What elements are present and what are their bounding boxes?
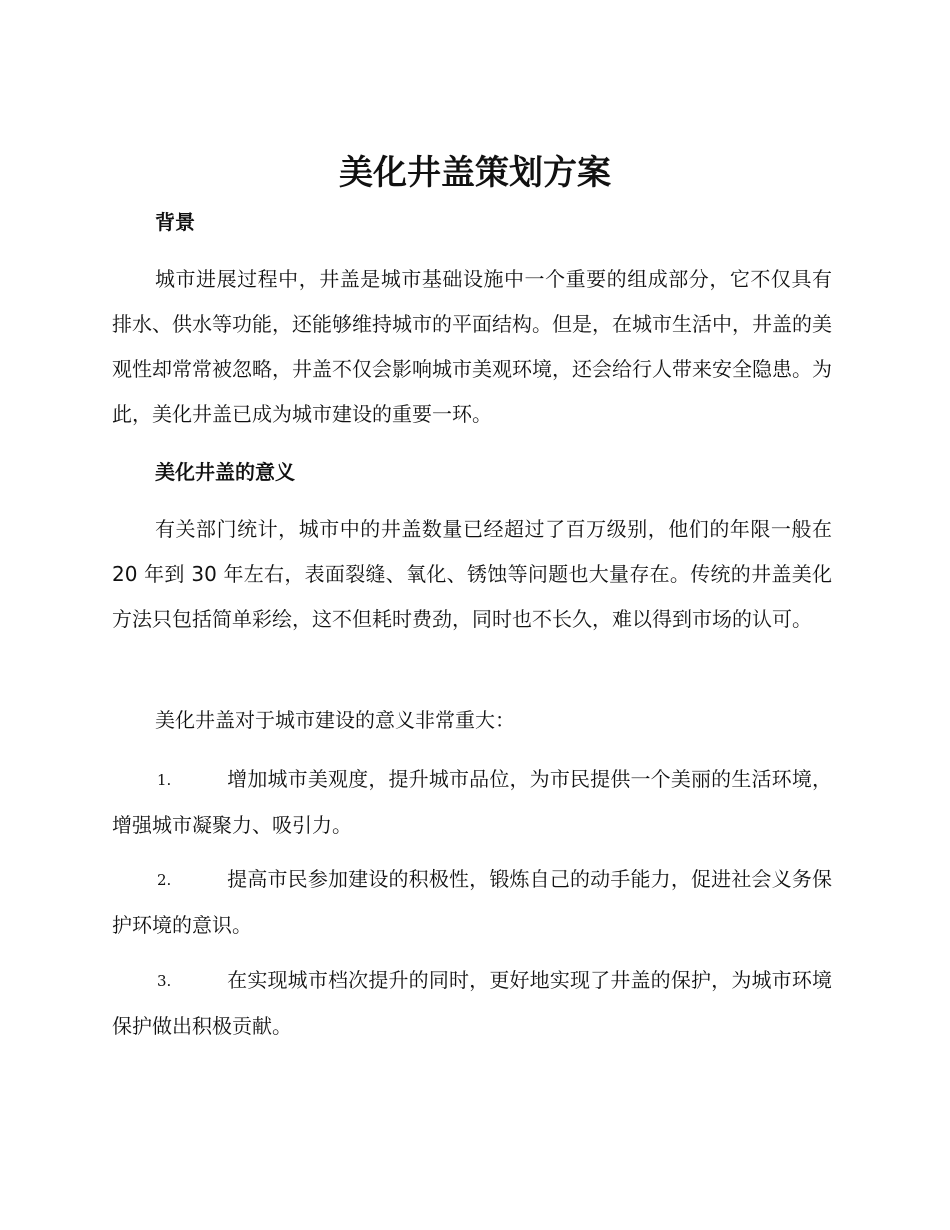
document-title: 美化井盖策划方案 xyxy=(339,153,611,193)
list-number: 1. xyxy=(157,771,172,789)
list-item-3 xyxy=(112,958,832,1049)
list-number: 2. xyxy=(157,871,172,889)
section-heading-background: 背景 xyxy=(155,210,195,234)
list-text: 增加城市美观度，提升城市品位，为市民提供一个美丽的生活环境，增强城市凝聚力、吸引力。 xyxy=(112,767,832,837)
list-text: 在实现城市档次提升的同时，更好地实现了井盖的保护，为城市环境保护做出积极贡献。 xyxy=(112,968,832,1038)
list-item-2 xyxy=(112,857,832,948)
list-text: 提高市民参加建设的积极性，锻炼自己的动手能力，促进社会义务保护环境的意识。 xyxy=(112,867,832,937)
list-number: 3. xyxy=(157,972,172,990)
background-paragraph: 城市进展过程中，井盖是城市基础设施中一个重要的组成部分，它不仅具有排水、供水等功能，还能够维持城市的平面结构。但是，在城市生活中，井盖的美观性却常常被忽略，井盖不仅会影响城市美观环境，还会给行人带来安全隐患。为此，美化井盖已成为城市建设的重要一环。 xyxy=(112,267,832,426)
significance-paragraph: 有关部门统计，城市中的井盖数量已经超过了百万级别，他们的年限一般在 20 年到 30 年左右，表面裂缝、氧化、锈蚀等问题也大量存在。传统的井盖美化方法只包括简单彩绘，这不但耗时费劲，同时也不长久，难以得到市场的认可。 xyxy=(112,517,832,631)
significance-intro-paragraph: 美化井盖对于城市建设的意义非常重大： xyxy=(155,708,515,732)
list-item-1 xyxy=(112,757,832,848)
section-heading-significance: 美化井盖的意义 xyxy=(155,460,295,484)
